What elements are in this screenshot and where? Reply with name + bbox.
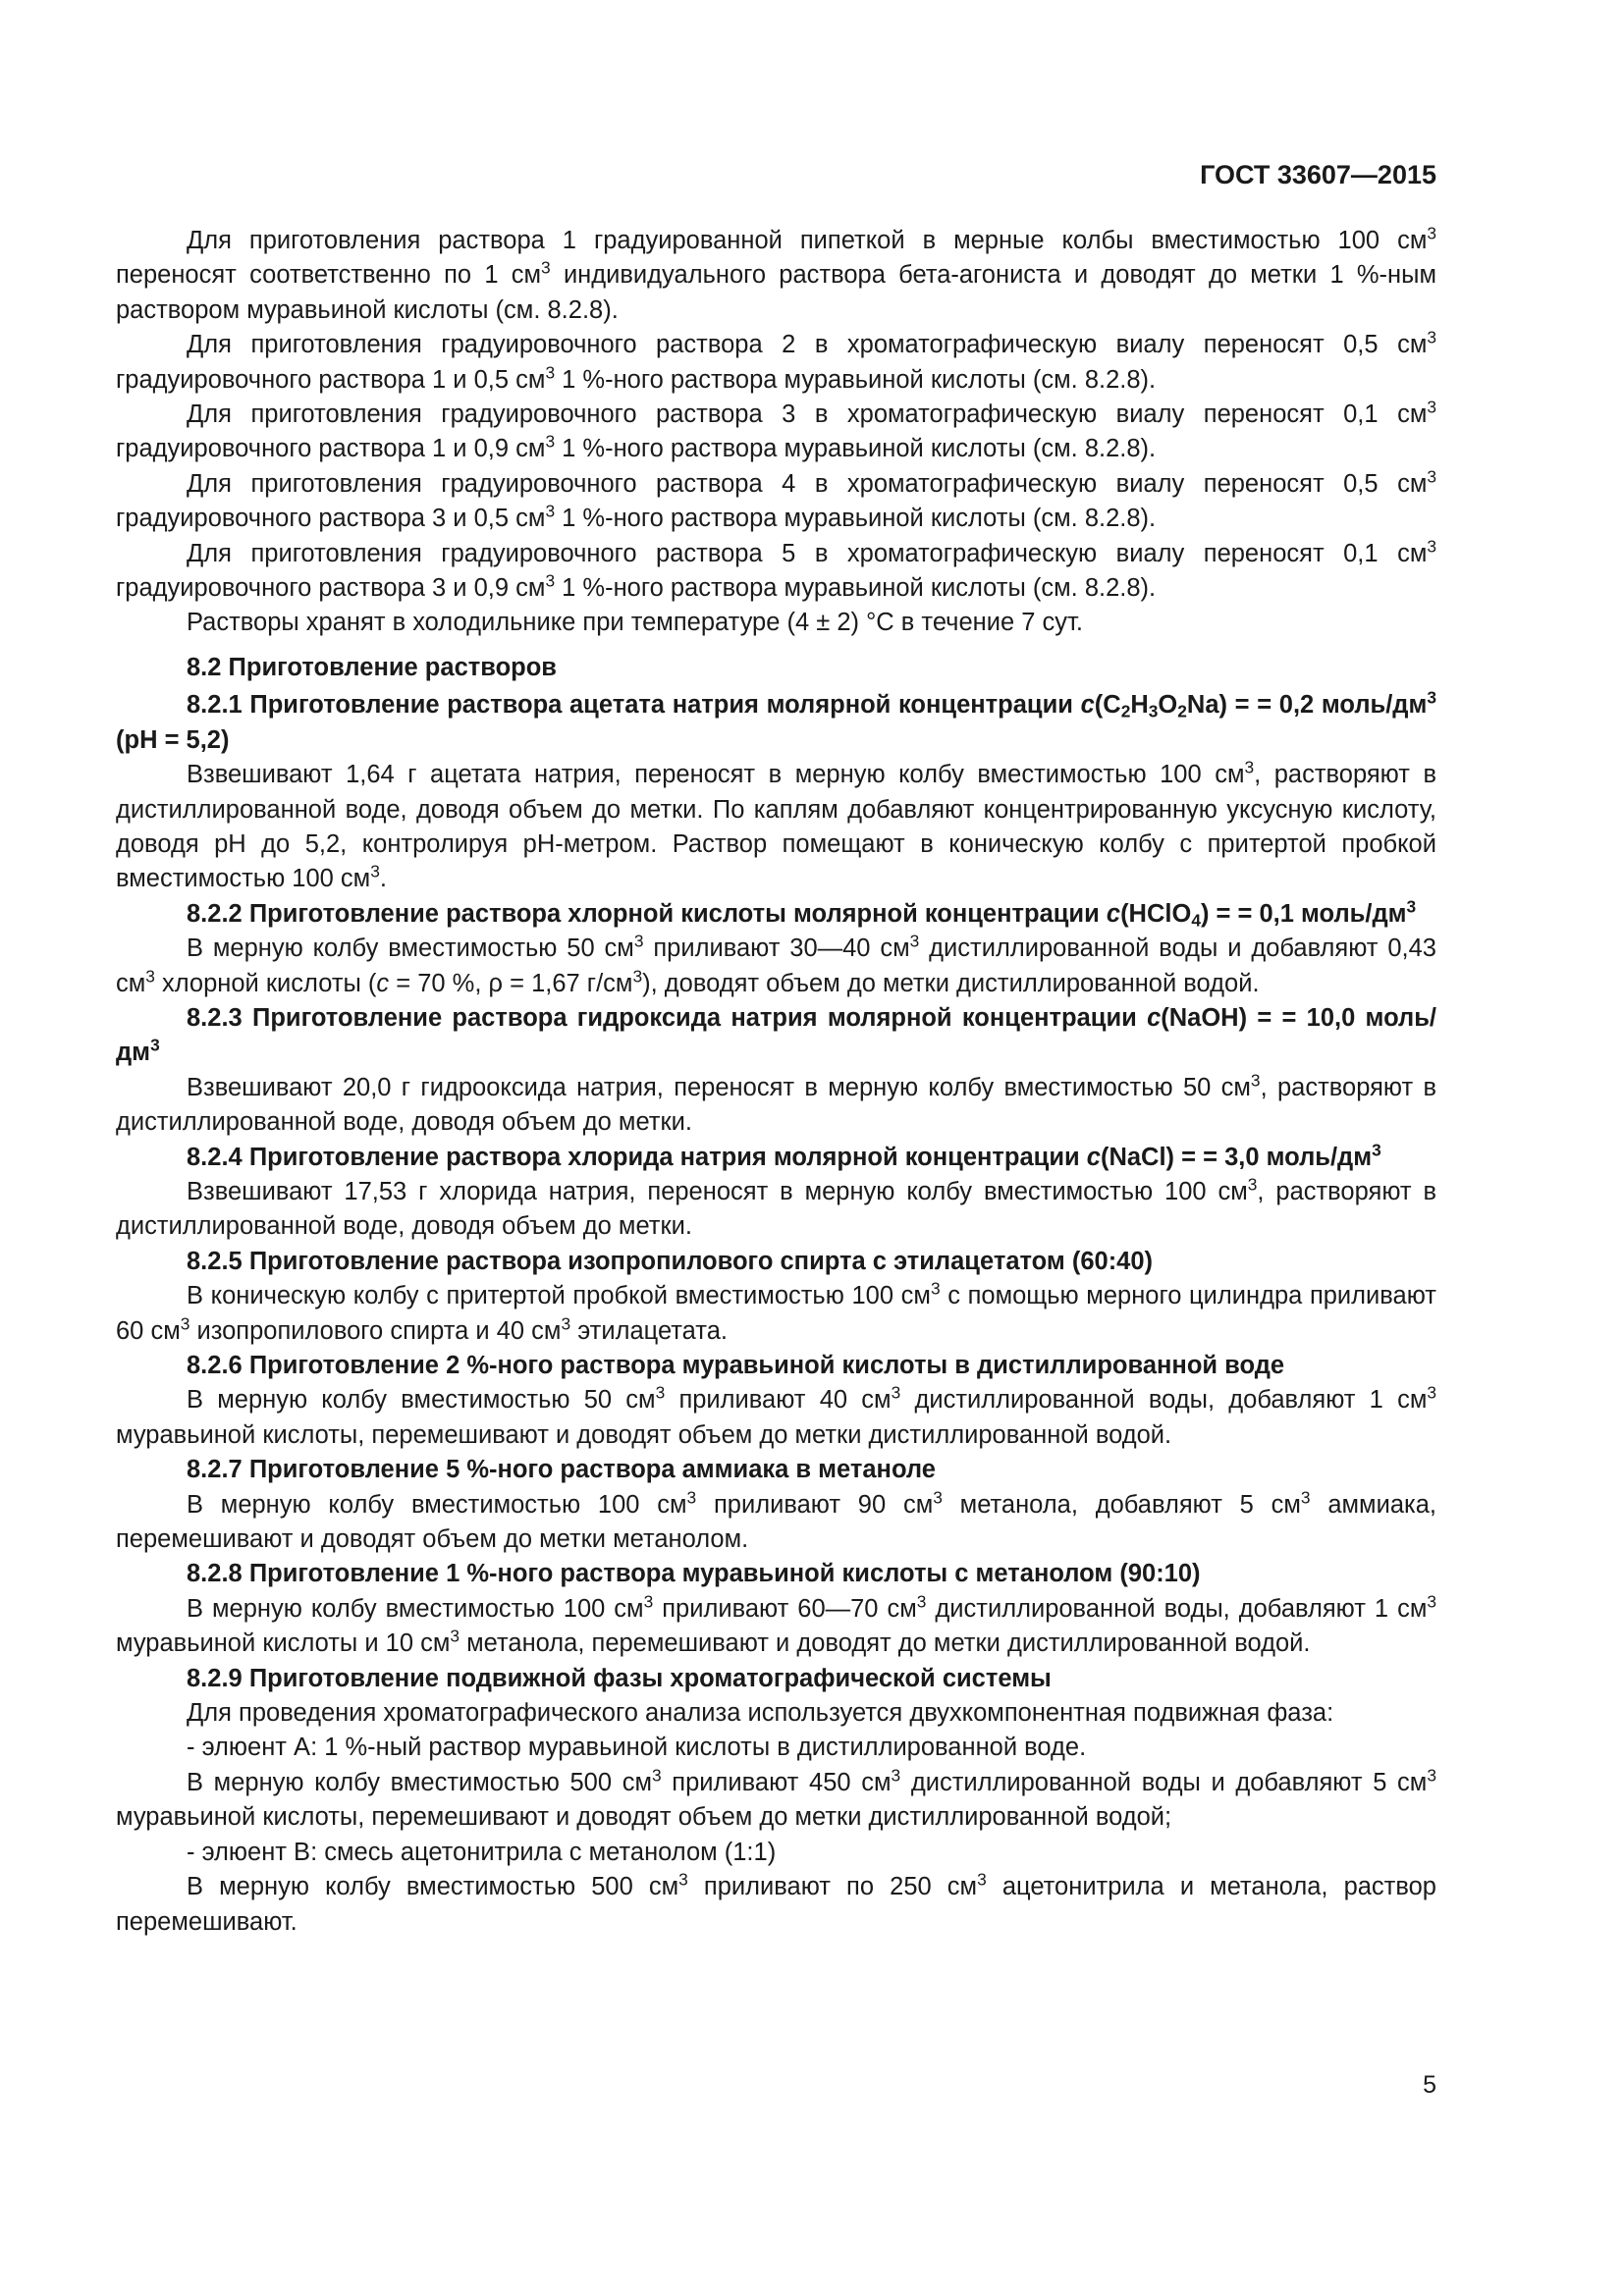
section-heading-8-2-4: 8.2.4 Приготовление раствора хлорида натрия молярной концентрации c(NaCl) = = 3,0 моль/$дм^3$ [187, 1140, 1381, 1171]
paragraph-solution-4: Для приготовления градуировочного раствора 4 в хроматографическую виалу переносят 0,5 $см^3$ градуировочного раствора 3 и 0,5 $см^3$ 1 %-ного раствора муравьиной кислоты (см. 8.2.8). [116, 466, 1436, 533]
paragraph-8-2-7: В мерную колбу вместимостью 100 $см^3$ приливают 90 $см^3$ метанола, добавляют 5 $см^3$ аммиака, перемешивают и доводят объем до метки метанолом. [116, 1487, 1436, 1554]
section-heading-8-2-3: 8.2.3 Приготовление раствора гидроксида натрия молярной концентрации c(NaOH) = = 10,0 моль/$дм^3$ [116, 1003, 1436, 1067]
paragraph-solution-3: Для приготовления градуировочного раствора 3 в хроматографическую виалу переносят 0,1 $см^3$ градуировочного раствора 1 и 0,9 $см^3$ 1 %-ного раствора муравьиной кислоты (см. 8.2.8). [116, 397, 1436, 463]
section-heading-8-2-1: 8.2.1 Приготовление раствора ацетата натрия молярной концентрации $c(C_2H_3O_2Na)$ = = 0,2 моль/$дм^3$ (pH = 5,2) [116, 687, 1436, 754]
paragraph-8-2-3: Взвешивают 20,0 г гидрооксида натрия, переносят в мерную колбу вместимостью 50 $см^3$, растворяют в дистиллированной воде, доводя объем до метки. [116, 1070, 1437, 1137]
paragraph-eluent-a: - элюент А: 1 %-ный раствор муравьиной кислоты в дистиллированной воде. [187, 1734, 1087, 1762]
paragraph-solution-2: Для приготовления градуировочного раствора 2 в хроматографическую виалу переносят 0,5 $см^3$ градуировочного раствора 1 и 0,5 $см^3$ 1 %-ного раствора муравьиной кислоты (см. 8.2.8). [116, 327, 1436, 394]
paragraph-8-2-9-intro: Для проведения хроматографического анализа используется двухкомпонентная подвижная фаза: [187, 1699, 1334, 1728]
document-id-header: ГОСТ 33607—2015 [1200, 160, 1436, 189]
paragraph-eluent-a-prep: В мерную колбу вместимостью 500 $см^3$ приливают 450 $см^3$ дистиллированной воды и добавляют 5 $см^3$ муравьиной кислоты, перемешивают и доводят объем до метки дистиллированной водой; [116, 1765, 1436, 1832]
section-heading-8-2-5: 8.2.5 Приготовление раствора изопропилового спирта с этилацетатом (60:40) [187, 1247, 1154, 1275]
paragraph-solution-1: Для приготовления раствора 1 градуированной пипеткой в мерные колбы вместимостью 100 $см^3$ переносят соответственно по 1 $см^3$ индивидуального раствора бета-агониста и доводят до метки 1 %-ным раствором муравьиной кислоты (см. 8.2.8). [116, 223, 1436, 324]
section-heading-8-2-8: 8.2.8 Приготовление 1 %-ного раствора муравьиной кислоты с метанолом (90:10) [187, 1560, 1201, 1588]
paragraph-8-2-1: Взвешивают 1,64 г ацетата натрия, переносят в мерную колбу вместимостью 100 $см^3$, растворяют в дистиллированной воде, доводя объем до метки. По каплям добавляют концентрированную уксусную кислоту, доводя pH до 5,2, контролируя pH-метром. Раствор помещают в коническую колбу с притертой пробкой вместимостью 100 $см^3$. [116, 757, 1437, 893]
section-heading-8-2-7: 8.2.7 Приготовление 5 %-ного раствора аммиака в метаноле [187, 1456, 936, 1484]
paragraph-eluent-b-prep: В мерную колбу вместимостью 500 $см^3$ приливают по 250 $см^3$ ацетонитрила и метанола, раствор перемешивают. [116, 1869, 1436, 1936]
section-heading-8-2: 8.2 Приготовление растворов [187, 653, 557, 681]
section-heading-8-2-2: 8.2.2 Приготовление раствора хлорной кислоты молярной концентрации c(HClO$_4$) = = 0,1 моль/$дм^3$ [187, 896, 1417, 931]
page-number: 5 [1423, 2071, 1436, 2099]
paragraph-solution-5: Для приготовления градуировочного раствора 5 в хроматографическую виалу переносят 0,1 $см^3$ градуировочного раствора 3 и 0,9 $см^3$ 1 %-ного раствора муравьиной кислоты (см. 8.2.8). [116, 536, 1436, 603]
paragraph-storage: Растворы хранят в холодильнике при температуре (4 ± 2) °С в течение 7 сут. [187, 609, 1083, 637]
paragraph-8-2-6: В мерную колбу вместимостью 50 $см^3$ приливают 40 $см^3$ дистиллированной воды, добавляют 1 $см^3$ муравьиной кислоты, перемешивают и доводят объем до метки дистиллированной водой. [116, 1382, 1436, 1449]
section-heading-8-2-9: 8.2.9 Приготовление подвижной фазы хроматографической системы [187, 1664, 1052, 1692]
paragraph-8-2-2: В мерную колбу вместимостью 50 $см^3$ приливают 30—40 $см^3$ дистиллированной воды и добавляют 0,43 $см^3$ хлорной кислоты (c = 70 %, ρ = 1,67 $г/см^3$), доводят объем до метки дистиллированной водой. [116, 931, 1436, 997]
paragraph-8-2-4: Взвешивают 17,53 г хлорида натрия, переносят в мерную колбу вместимостью 100 $см^3$, растворяют в дистиллированной воде, доводя объем до метки. [116, 1174, 1437, 1241]
paragraph-8-2-8: В мерную колбу вместимостью 100 $см^3$ приливают 60—70 $см^3$ дистиллированной воды, добавляют 1 $см^3$ муравьиной кислоты и 10 $см^3$ метанола, перемешивают и доводят до метки дистиллированной водой. [116, 1591, 1436, 1658]
paragraph-eluent-b: - элюент В: смесь ацетонитрила с метанолом (1:1) [187, 1838, 777, 1866]
paragraph-8-2-5: В коническую колбу с притертой пробкой вместимостью 100 $см^3$ с помощью мерного цилиндра приливают 60 $см^3$ изопропилового спирта и 40 $см^3$ этилацетата. [116, 1278, 1436, 1345]
section-heading-8-2-6: 8.2.6 Приготовление 2 %-ного раствора муравьиной кислоты в дистиллированной воде [187, 1352, 1285, 1379]
document-body [116, 224, 1436, 1940]
